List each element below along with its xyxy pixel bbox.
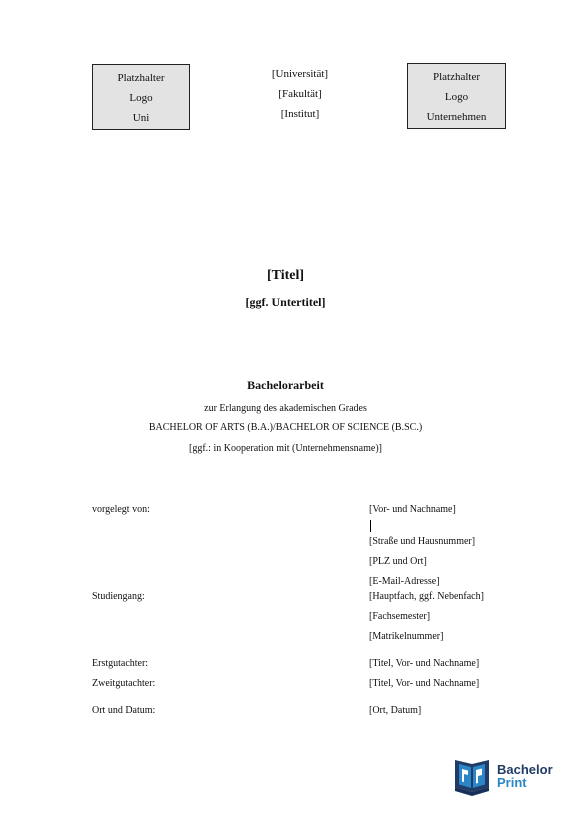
institution-block [200,64,400,124]
degree-name: BACHELOR OF ARTS (B.A.)/BACHELOR OF SCIENCE (B.SC.) [148,422,423,433]
author-name[interactable]: [Vor- und Nachname] [369,500,475,532]
study-program-label: Studiengang: [92,591,145,602]
author-email[interactable]: [E-Mail-Adresse] [369,576,440,587]
logo-company-line-3: Unternehmen [426,111,487,123]
logo-uni-line-1: Platzhalter [117,72,165,84]
first-reviewer-label: Erstgutachter: [92,658,149,669]
thesis-type: Bachelorarbeit [247,378,324,392]
logo-company-line-2: Logo [444,91,469,103]
logo-placeholder-company [407,63,506,129]
place-date-field[interactable]: [Ort, Datum] [369,705,422,716]
institute-name: [Institut] [280,108,320,120]
logo-uni-line-3: Uni [132,112,150,124]
bachelorprint-wordmark [497,763,553,789]
brand-line-1: Bachelor [497,762,553,777]
submitted-by-values [369,500,475,592]
author-city[interactable]: [PLZ und Ort] [369,556,427,567]
place-date-values [369,701,421,721]
university-name: [Universität] [271,68,329,80]
degree-purpose: zur Erlangung des akademischen Grades [204,403,367,414]
bachelorprint-logo[interactable] [451,755,571,799]
faculty-name: [Fakultät] [278,88,322,100]
author-street[interactable]: [Straße und Hausnummer] [369,536,476,547]
first-reviewer-values [369,654,479,674]
second-reviewer-values [369,674,479,694]
logo-placeholder-uni [92,64,190,130]
submitted-by-label: vorgelegt von: [92,504,150,515]
first-reviewer-name[interactable]: [Titel, Vor- und Nachname] [369,658,480,669]
cooperation-note: [ggf.: in Kooperation mit (Unternehmensname)] [189,443,382,454]
logo-company-line-1: Platzhalter [432,71,481,83]
thesis-subtitle[interactable]: [ggf. Untertitel] [245,295,326,309]
place-date-label: Ort und Datum: [92,705,156,716]
logo-uni-line-2: Logo [129,92,153,104]
bachelorprint-book-icon [451,755,493,797]
text-cursor [370,520,371,532]
second-reviewer-label: Zweitgutachter: [92,678,156,689]
brand-line-2: Print [497,775,527,790]
second-reviewer-name[interactable]: [Titel, Vor- und Nachname] [369,678,480,689]
major-field[interactable]: [Hauptfach, ggf. Nebenfach] [369,591,484,602]
thesis-title[interactable]: [Titel] [266,268,305,283]
semester-field[interactable]: [Fachsemester] [369,611,431,622]
student-id-field[interactable]: [Matrikelnummer] [369,631,444,642]
study-program-values [369,587,484,647]
